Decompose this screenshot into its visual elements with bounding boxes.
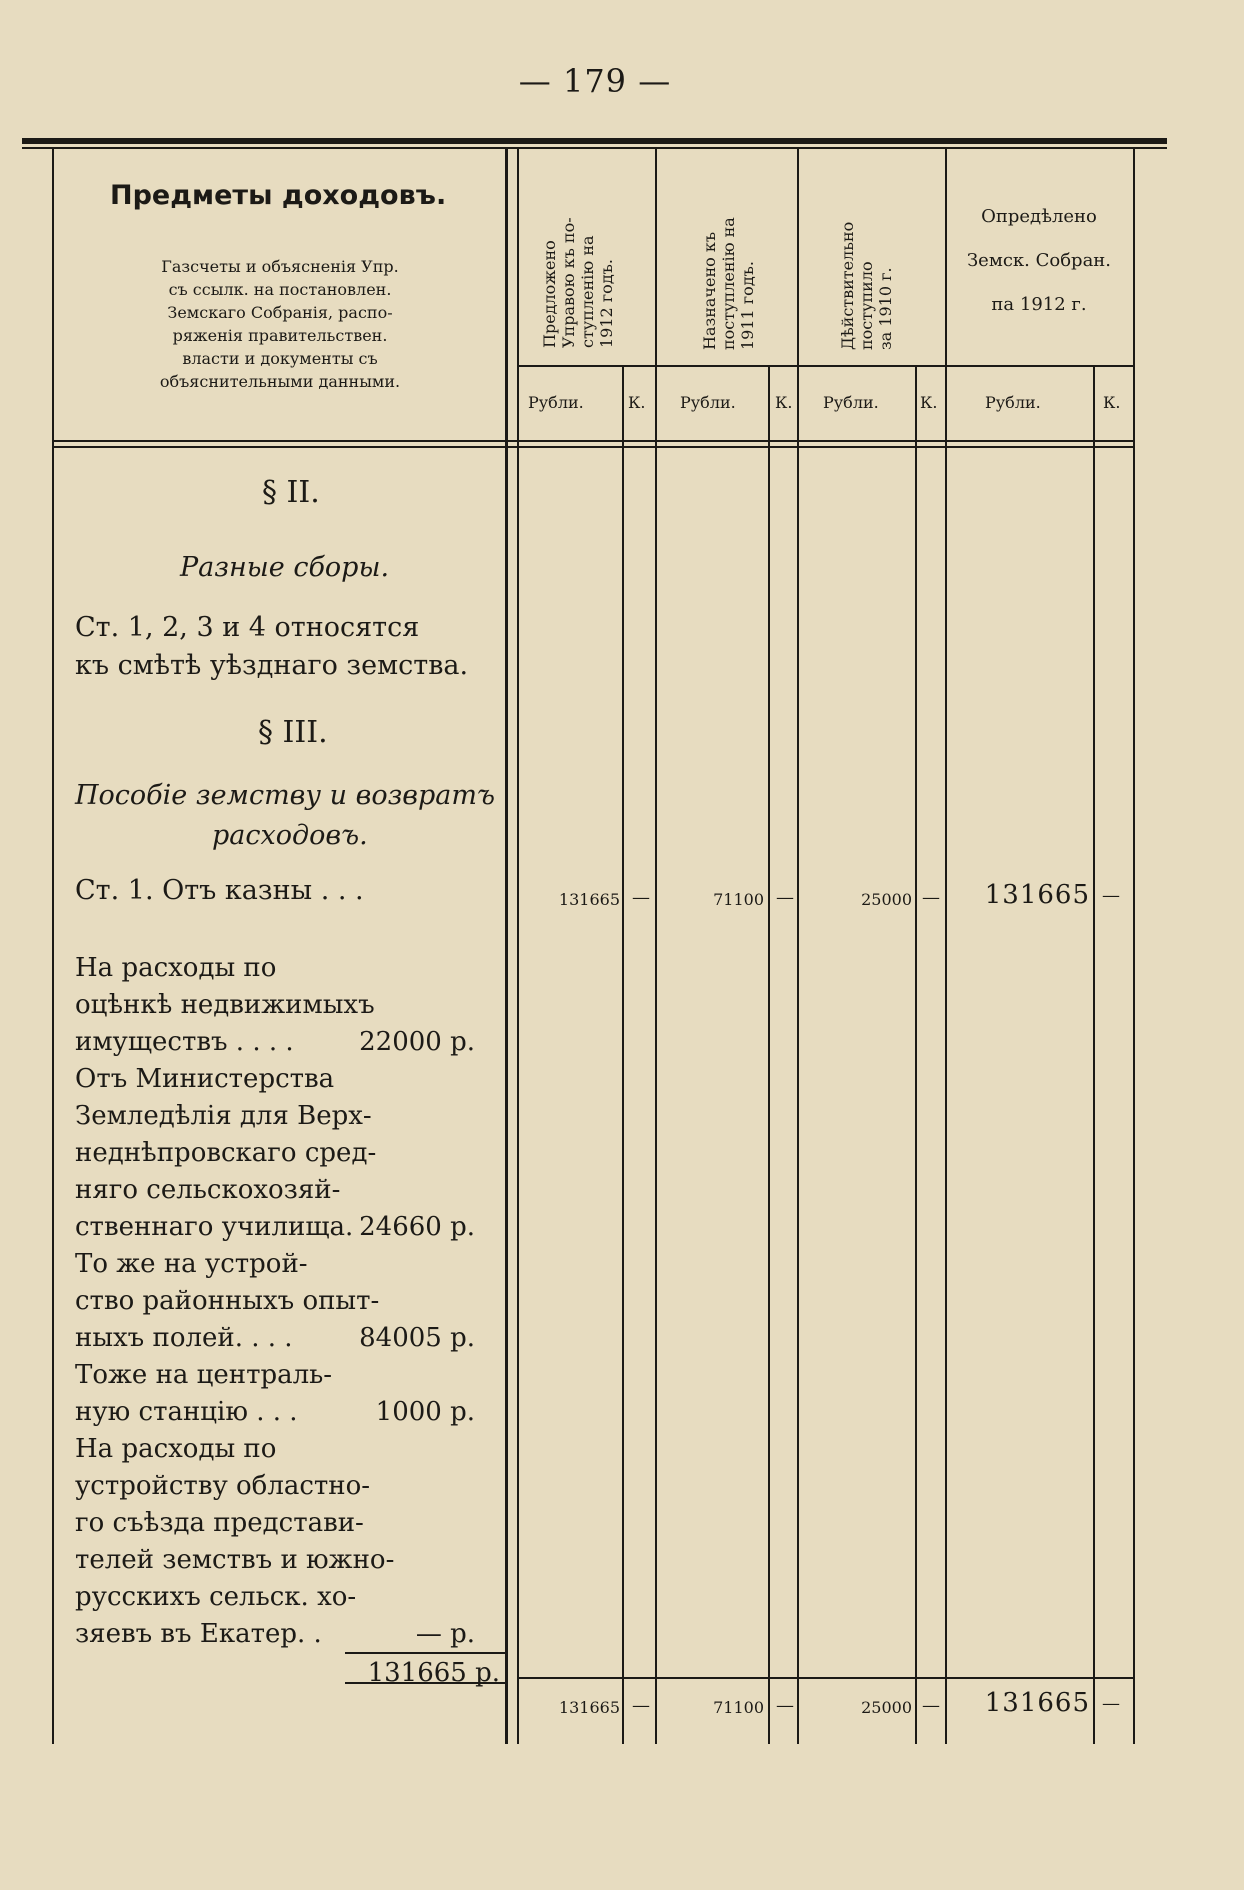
- note-line: [75, 947, 475, 989]
- kop-divider-3: [768, 365, 770, 1744]
- desc-line: Земскаго Собранія, распо-: [167, 303, 393, 322]
- note-text: устройству областно-: [75, 1471, 371, 1501]
- header-col1-title: Предметы доходовъ.: [110, 180, 447, 211]
- col5-line: Опредѣлено: [981, 206, 1097, 227]
- unit-rub-4: Рубли.: [823, 393, 879, 412]
- note-text: ственнаго училища.: [75, 1212, 354, 1242]
- st1-received: 25000: [861, 890, 912, 909]
- note-line: [75, 1280, 475, 1322]
- top-rule-thin: [22, 147, 1167, 149]
- col2-line: Предложено: [540, 240, 559, 348]
- note-line: [75, 1021, 475, 1063]
- unit-row-top: [517, 365, 1135, 367]
- top-rule: [22, 138, 1167, 144]
- section-3-subtitle-2: расходовъ.: [212, 820, 368, 851]
- note-amount: — р.: [415, 1619, 475, 1649]
- note-text: То же на устрой-: [75, 1249, 308, 1279]
- unit-rub-3: Рубли.: [680, 393, 736, 412]
- note-text: зяевъ въ Екатер. .: [75, 1619, 322, 1649]
- note-text: оцѣнкѣ недвижимыхъ: [75, 990, 375, 1020]
- note-text: На расходы по: [75, 1434, 277, 1464]
- unit-rub-2: Рубли.: [528, 393, 584, 412]
- kop-divider-5: [1093, 365, 1095, 1744]
- note-amount: 22000 р.: [359, 1027, 475, 1057]
- table-border-left: [52, 149, 54, 1744]
- note-text: ныхъ полей. . . .: [75, 1323, 293, 1353]
- note-text: На расходы по: [75, 953, 277, 983]
- total-proposed: 131665: [558, 1698, 620, 1717]
- total-received-kop: —: [922, 1695, 940, 1716]
- note-line: [75, 1428, 475, 1470]
- note-line: [75, 1169, 475, 1211]
- col3-line: поступленію на: [719, 217, 738, 350]
- col3-line: Назначено къ: [700, 231, 719, 350]
- note-line: [75, 1095, 475, 1137]
- note-text: Земледѣлія для Верх-: [75, 1101, 372, 1131]
- kop-divider-4: [915, 365, 917, 1744]
- header-col3: [700, 217, 757, 350]
- total-determined-kop: —: [1102, 1693, 1120, 1714]
- total-received: 25000: [861, 1698, 912, 1717]
- col-divider-2: [655, 149, 657, 1744]
- note-text: ство районныхъ опыт-: [75, 1286, 380, 1316]
- header-col5: [945, 195, 1133, 327]
- table-border-right: [1133, 149, 1135, 1744]
- col5-line: Земск. Собран.: [966, 250, 1112, 271]
- note-text: Тоже на централь-: [75, 1360, 333, 1390]
- col3-line: 1911 годъ.: [738, 261, 757, 350]
- st1-label: Ст. 1. Отъ казны . . .: [75, 875, 364, 906]
- note-text: ную станцію . . .: [75, 1397, 298, 1427]
- note-text: имуществъ . . . .: [75, 1027, 294, 1057]
- note-line: [75, 1317, 475, 1359]
- st1-assigned-kop: —: [776, 887, 794, 908]
- st1-assigned: 71100: [713, 890, 764, 909]
- note-line: [75, 1539, 475, 1581]
- note-amount: 1000 р.: [375, 1397, 475, 1427]
- unit-rub-5: Рубли.: [985, 393, 1041, 412]
- note-line: [75, 1354, 475, 1396]
- note-line: [75, 1391, 475, 1433]
- section-3-title: § III.: [258, 715, 328, 750]
- col5-line: па 1912 г.: [991, 294, 1087, 315]
- col4-line: Дѣйствительно: [838, 221, 857, 350]
- note-line: [75, 1058, 475, 1100]
- desc-line: ряженія правительствен.: [172, 326, 388, 345]
- page-number: — 179 —: [518, 62, 672, 100]
- header-bottom-2: [52, 446, 1135, 448]
- unit-kop-2: К.: [628, 393, 646, 412]
- note-line: [75, 984, 475, 1026]
- total-row-top: [517, 1677, 1135, 1679]
- header-col2: [540, 217, 616, 348]
- note-line: [75, 1132, 475, 1174]
- st1-determined: 131665: [984, 880, 1090, 910]
- unit-kop-5: К.: [1103, 393, 1121, 412]
- st1-proposed-kop: —: [632, 887, 650, 908]
- note-line: [75, 1465, 475, 1507]
- st1-proposed: 131665: [558, 890, 620, 909]
- note-line: [75, 1206, 475, 1248]
- col2-line: ступленію на: [578, 235, 597, 348]
- note-text: го съѣзда представи-: [75, 1508, 364, 1538]
- total-proposed-kop: —: [632, 1695, 650, 1716]
- col2-line: 1912 годъ.: [597, 259, 616, 348]
- total-determined: 131665: [984, 1688, 1090, 1718]
- col4-line: поступило: [857, 261, 876, 350]
- col4-line: за 1910 г.: [876, 267, 895, 350]
- unit-kop-4: К.: [920, 393, 938, 412]
- section-2-text-1: Ст. 1, 2, 3 и 4 относятся: [75, 612, 420, 643]
- col-divider-3: [797, 149, 799, 1744]
- total-assigned: 71100: [713, 1698, 764, 1717]
- desc-line: власти и документы съ: [182, 349, 378, 368]
- col-divider-1b: [517, 149, 519, 1744]
- section-2-text-2: къ смѣтѣ уѣзднаго земства.: [75, 650, 469, 681]
- desc-line: объяснительными данными.: [159, 372, 401, 391]
- total-assigned-kop: —: [776, 1695, 794, 1716]
- note-line: [75, 1502, 475, 1544]
- st1-determined-kop: —: [1102, 885, 1120, 906]
- section-3-subtitle-1: Пособіе земству и возвратъ: [75, 780, 495, 811]
- note-amount: 84005 р.: [359, 1323, 475, 1353]
- note-line: [75, 1613, 475, 1655]
- desc-line: съ ссылк. на постановлен.: [168, 280, 392, 299]
- note-text: Отъ Министерства: [75, 1064, 335, 1094]
- section-2-subtitle: Разные сборы.: [180, 552, 390, 583]
- note-line: [75, 1576, 475, 1618]
- notes-total: 131665 р.: [367, 1658, 500, 1688]
- col2-line: Управою къ по-: [559, 217, 578, 348]
- unit-kop-3: К.: [775, 393, 793, 412]
- note-text: няго сельскохозяй-: [75, 1175, 341, 1205]
- kop-divider-2: [622, 365, 624, 1744]
- note-amount: 24660 р.: [359, 1212, 475, 1242]
- header-bottom-1: [52, 440, 1135, 442]
- note-text: русскихъ сельск. хо-: [75, 1582, 357, 1612]
- col-divider-4: [945, 149, 947, 1744]
- note-line: [75, 1243, 475, 1285]
- col-divider-1: [505, 149, 508, 1744]
- header-col1-desc: [85, 255, 475, 393]
- desc-line: Газсчеты и объясненія Упр.: [161, 257, 399, 276]
- st1-received-kop: —: [922, 887, 940, 908]
- header-col4: [838, 222, 895, 350]
- section-2-title: § II.: [262, 475, 320, 510]
- note-text: телей земствъ и южно-: [75, 1545, 395, 1575]
- note-text: неднѣпровскаго сред-: [75, 1138, 377, 1168]
